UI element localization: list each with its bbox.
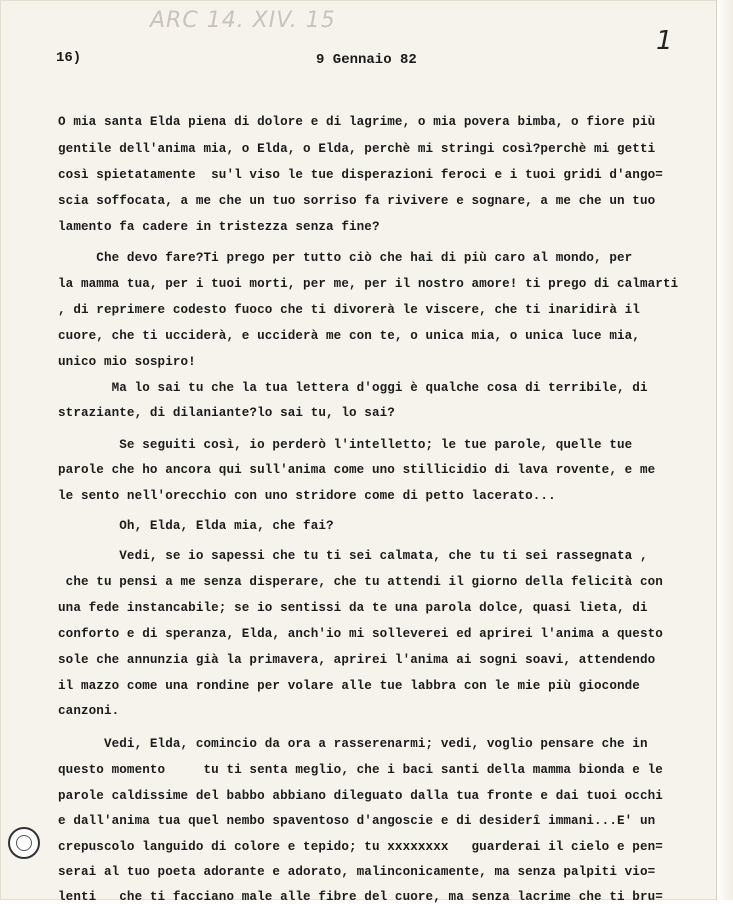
text-line: scia soffocata, a me che un tuo sorriso fa rivivere e sognare, a me che un tuo [58, 194, 656, 208]
text-line: serai al tuo poeta adorante e adorato, malinconicamente, ma senza palpiti vio= [58, 865, 656, 879]
text-line: Che devo fare?Ti prego per tutto ciò che hai di più caro al mondo, per [58, 251, 633, 265]
text-line: il mazzo come una rondine per volare alle tue labbra con le mie più gioconde [58, 679, 640, 693]
page-edge [716, 0, 733, 900]
text-line: Oh, Elda, Elda mia, che fai? [58, 519, 334, 533]
text-line: Ma lo sai tu che la tua lettera d'oggi è qualche cosa di terribile, di [58, 381, 648, 395]
text-line: unico mio sospiro! [58, 355, 196, 369]
text-line: cuore, che ti ucciderà, e ucciderà me con te, o unica mia, o unica luce mia, [58, 329, 640, 343]
text-line: canzoni. [58, 704, 120, 718]
text-line: O mia santa Elda piena di dolore e di lagrime, o mia povera bimba, o fiore più [58, 115, 656, 129]
archive-mark: ARC 14. XIV. 15 [150, 8, 336, 33]
text-line: e dall'anima tua quel nembo spaventoso d'angoscie e di desiderî immani...E' un [58, 814, 656, 828]
text-line: lenti che ti facciano male alle fibre del cuore, ma senza lacrime che ti bru= [58, 890, 663, 904]
text-line: una fede instancabile; se io sentissi da te una parola dolce, quasi lieta, di [58, 601, 648, 615]
text-line: parole caldissime del babbo abbiano dileguato dalla tua fronte e dai tuoi occhi [58, 789, 663, 803]
text-line: crepuscolo languido di colore e tepido; tu xxxxxxxx guarderai il cielo e pen= [58, 840, 663, 854]
archive-stamp-icon [8, 827, 40, 859]
letter-date: 9 Gennaio 82 [316, 52, 417, 68]
text-line: Se seguiti così, io perderò l'intelletto; le tue parole, quelle tue [58, 438, 633, 452]
text-line: così spietatamente su'l viso le tue disperazioni feroci e i tuoi gridi d'ango= [58, 168, 663, 182]
text-line: parole che ho ancora qui sull'anima come uno stillicidio di lava rovente, e me [58, 463, 656, 477]
text-line: questo momento tu ti senta meglio, che i baci santi della mamma bionda e le [58, 763, 663, 777]
letter-number: 16) [56, 50, 82, 66]
text-line: , di reprimere codesto fuoco che ti divorerà le viscere, che ti inaridirà il [58, 303, 640, 317]
text-line: la mamma tua, per i tuoi morti, per me, per il nostro amore! ti prego di calmarti [58, 277, 679, 291]
page-number: 1 [656, 26, 673, 56]
text-line: sole che annunzia già la primavera, aprirei l'anima ai sogni soavi, attendendo [58, 653, 656, 667]
text-line: Vedi, se io sapessi che tu ti sei calmata, che tu ti sei rassegnata , [58, 549, 648, 563]
archive-stamp-inner-icon [16, 835, 32, 851]
text-line: lamento fa cadere in tristezza senza fine? [58, 220, 380, 234]
text-line: Vedi, Elda, comincio da ora a rasserenarmi; vedi, voglio pensare che in [58, 737, 648, 751]
text-line: le sento nell'orecchio con uno stridore come di petto lacerato... [58, 489, 556, 503]
text-line: gentile dell'anima mia, o Elda, o Elda, perchè mi stringi così?perchè mi getti [58, 142, 656, 156]
text-line: straziante, di dilaniante?lo sai tu, lo sai? [58, 406, 395, 420]
text-line: conforto e di speranza, Elda, anch'io mi solleverei ed aprirei l'anima a questo [58, 627, 663, 641]
text-line: che tu pensi a me senza disperare, che tu attendi il giorno della felicità con [58, 575, 663, 589]
